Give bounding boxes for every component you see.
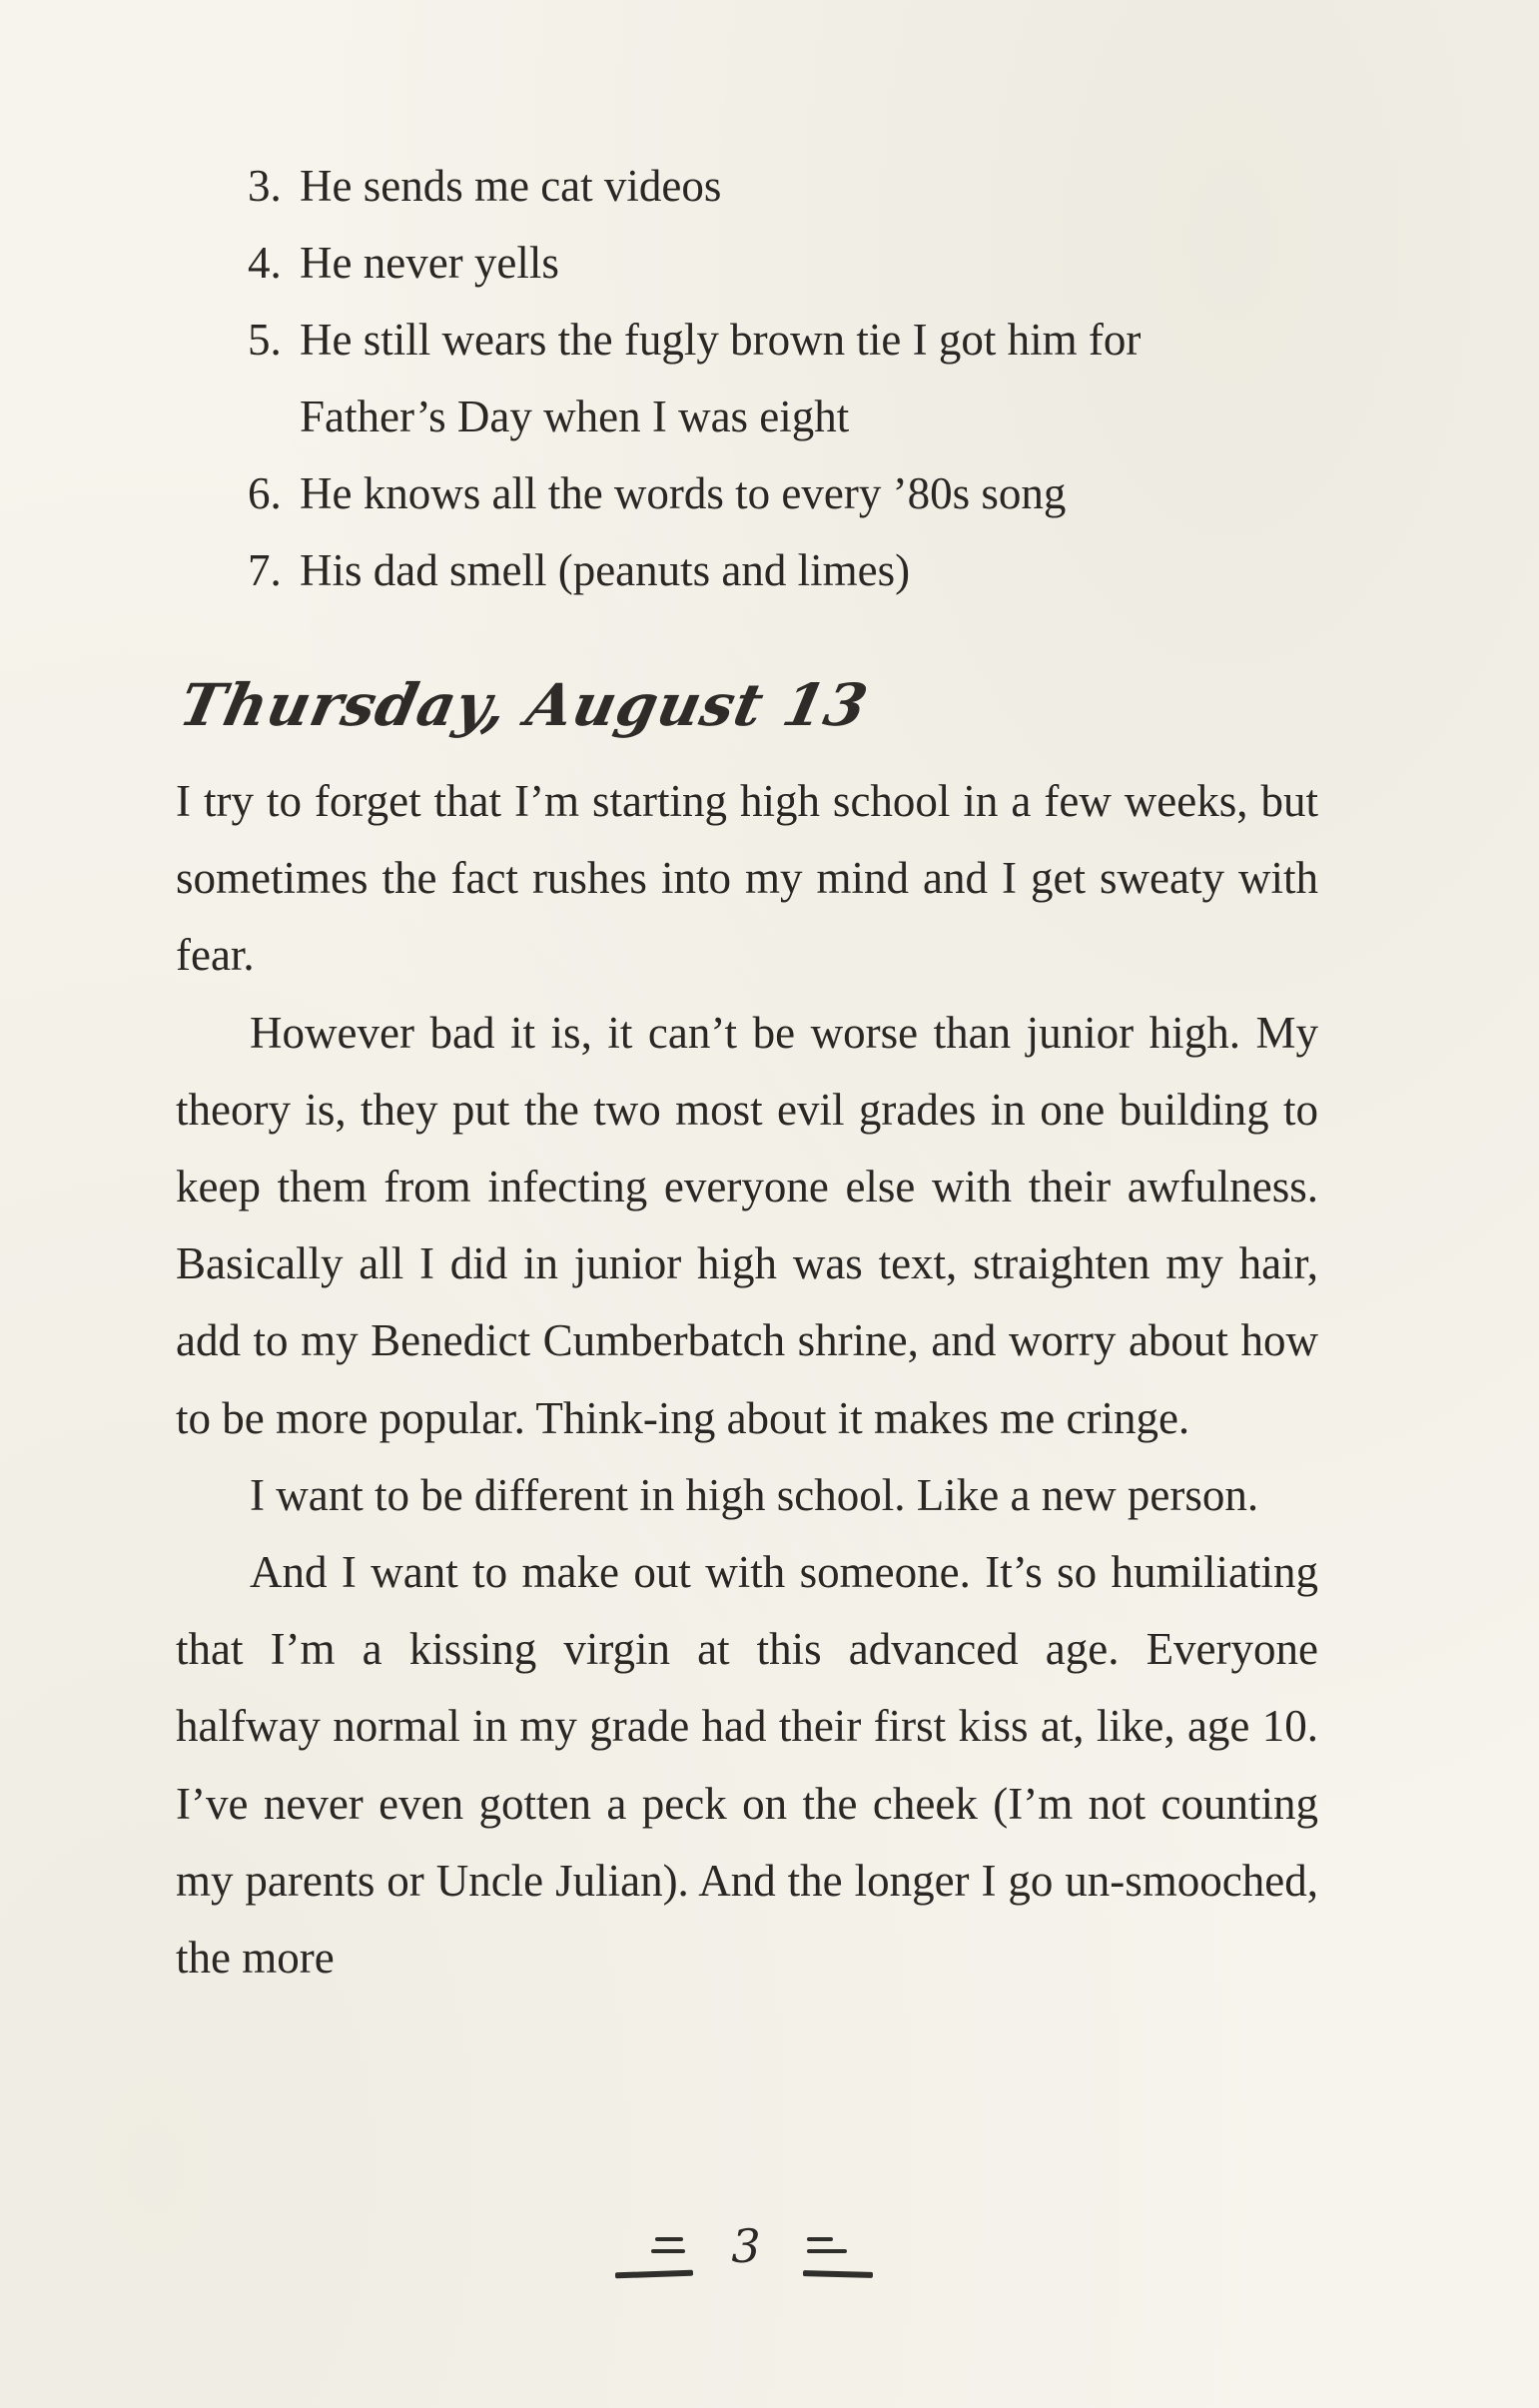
list-text: He still wears the fugly brown tie I got him for Father’s Day when I was eight: [300, 315, 1142, 441]
reasons-list: [248, 148, 1326, 609]
folio-dash-right-bottom: [803, 2270, 873, 2278]
list-number: 6.: [248, 468, 282, 518]
list-number: 7.: [248, 545, 282, 595]
list-text: His dad smell (peanuts and limes): [300, 545, 911, 595]
list-text: He knows all the words to every ’80s song: [300, 468, 1067, 518]
page-footer: [611, 2215, 881, 2285]
list-text: He never yells: [300, 238, 559, 288]
list-text: He sends me cat videos: [300, 161, 722, 211]
list-number: 4.: [248, 238, 282, 288]
entry-body: [176, 763, 1318, 1997]
list-number: 3.: [248, 161, 282, 211]
list-item: [248, 455, 1326, 532]
list-item: [248, 148, 1326, 225]
folio-dash-right-mid: [807, 2249, 847, 2253]
list-item: [248, 225, 1326, 302]
folio-dash-right-top: [807, 2237, 833, 2241]
page-number: 3: [731, 2219, 761, 2273]
list-number: 5.: [248, 315, 282, 365]
entry-date-heading: Thursday, August 13: [174, 671, 875, 739]
paragraph: I want to be different in high school. Like a new person.: [250, 1469, 1259, 1520]
paragraph: However bad it is, it can’t be worse than junior high. My theory is, they put the two most evil grades in one building to keep them from infecting everyone else with their awfulness. Basically all I did in junior high was text, straighten my hair, add to my Benedict Cumberbatch shrine, and worry about how to be more popular. Think-ing about it makes me cringe.: [176, 1007, 1318, 1443]
list-item: [248, 302, 1218, 455]
list-item: [248, 532, 1326, 609]
paragraph: I try to forget that I’m starting high school in a few weeks, but sometimes the fact rushes into my mind and I get sweaty with fear.: [176, 776, 1318, 981]
paragraph: And I want to make out with someone. It’s so humiliating that I’m a kissing virgin at this advanced age. Everyone halfway normal in my grade had their first kiss at, like, age 10. I’ve never even gotten a peck on the cheek (I’m not counting my parents or Uncle Julian). And the longer I go un-smooched, the more: [176, 1547, 1318, 1984]
